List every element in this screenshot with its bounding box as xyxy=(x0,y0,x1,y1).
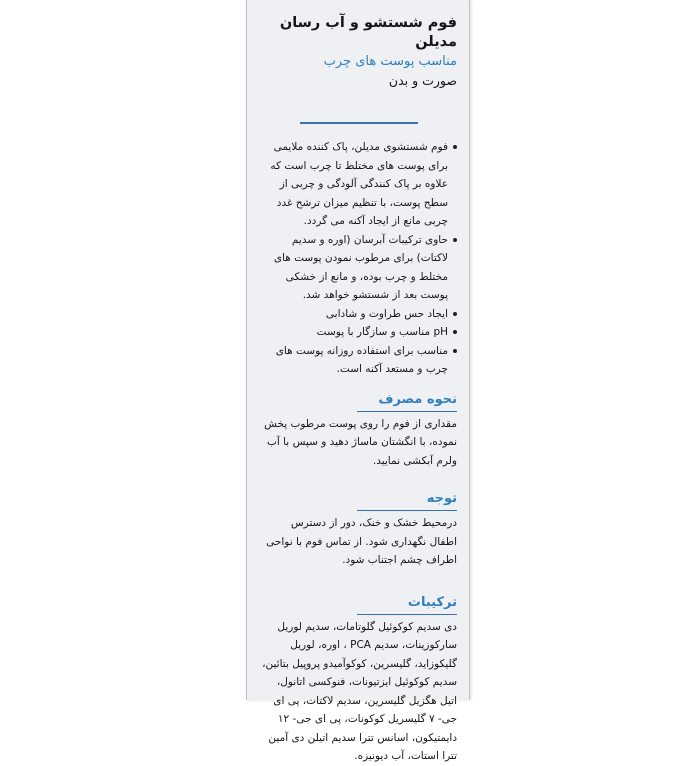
product-title: فوم شستشو و آب رسان مدیلن xyxy=(279,15,457,50)
usage-section xyxy=(261,391,457,471)
feature-item: ایجاد حس طراوت و شادابی xyxy=(261,305,457,324)
ingredients-rule xyxy=(357,614,457,615)
caution-text: درمحیط خشک و خنک، دور از دسترس اطفال نگهداری شود. از تماس فوم با نواحی اطراف چشم اجتناب شود. xyxy=(266,517,457,566)
feature-item: فوم شستشوی مدیلن، پاک کننده ملایمی برای پوست های مختلط تا چرب است که علاوه بر پاک کنندگی آلودگی و چربی از سطح پوست، با تنظیم میزان ترشح غدد چربی مانع از ایجاد آکنه می گردد. xyxy=(261,138,457,231)
usage-text: مقداری از فوم را روی پوست مرطوب پخش نموده، با انگشتان ماساژ دهید و سپس با آب ولرم آبکشی نمایید. xyxy=(264,417,457,467)
ingredients-title: ترکیبات xyxy=(407,594,457,610)
ingredients-text: دی سدیم کوکوئیل گلوتامات، سدیم لوریل سارکوزینات، سدیم PCA ، اوره، لوریل گلیکوزاید، گلیسرین، کوکوآمیدو پروپیل بتائین، سدیم کوکوئیل ایزتیونات، فنوکسی اتانول، اتیل هگزیل گلیسرین، سدیم لاکتات، پی ای جی- ۷ گلیسریل کوکونات، پی ای جی- ۱۲ دایمتیکون، اسانس تترا سدیم اتیلن دی آمین تترا استات، آب دیونیزه. xyxy=(262,620,457,762)
panel-content xyxy=(261,14,457,766)
feature-item: حاوی ترکیبات آبرسان (اوره و سدیم لاکتات) برای مرطوب نمودن پوست های مختلط و چرب بوده، و مانع از خشکی پوست بعد از شستشو خواهد شد. xyxy=(261,231,457,305)
usage-rule xyxy=(357,411,457,412)
caution-title: توجه xyxy=(426,491,457,506)
feature-item: مناسب برای استفاده روزانه پوست های چرب و مستعد آکنه است. xyxy=(261,342,457,379)
product-box-panel xyxy=(246,0,470,762)
usage-title: نحوه مصرف xyxy=(378,391,457,407)
ingredients-section xyxy=(261,594,457,766)
feature-item: pH مناسب و سازگار با پوست xyxy=(261,323,457,342)
feature-list xyxy=(261,138,457,379)
caution-section xyxy=(261,490,457,570)
product-subtitle: مناسب پوست های چرب xyxy=(323,54,457,69)
header-divider xyxy=(300,122,418,124)
product-target-area: صورت و بدن xyxy=(388,73,457,88)
caution-rule xyxy=(357,510,457,511)
